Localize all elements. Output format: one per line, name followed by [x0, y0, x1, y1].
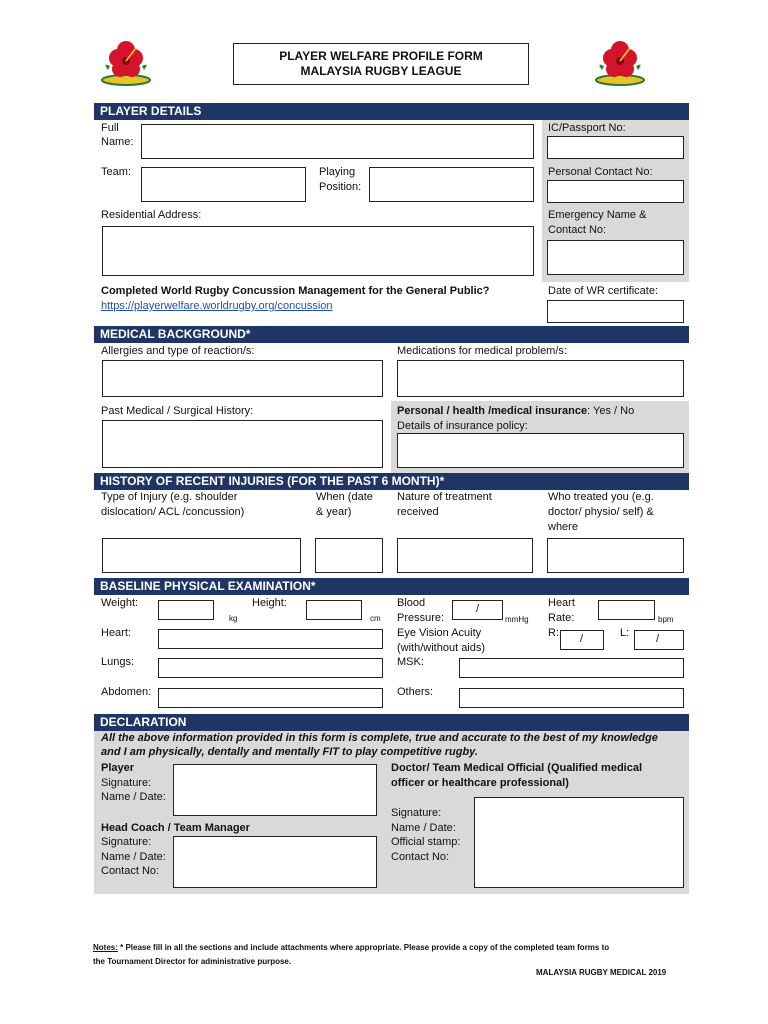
insurance-label: Personal / health /medical insurance: Yes / No — [397, 405, 635, 417]
medications-label: Medications for medical problem/s: — [397, 345, 567, 357]
emergency-label-2: Contact No: — [548, 224, 607, 236]
injury-who-label-3: where — [548, 521, 578, 533]
wr-date-field[interactable] — [547, 300, 684, 323]
kg-unit: kg — [229, 614, 238, 623]
doctor-heading-2: officer or healthcare professional) — [391, 777, 569, 789]
weight-label: Weight: — [101, 597, 139, 609]
injury-when-field[interactable] — [315, 538, 383, 573]
full-name-field[interactable] — [141, 124, 534, 159]
lungs-field[interactable] — [158, 658, 383, 678]
doctor-name-date-label: Name / Date: — [391, 822, 456, 834]
medical-history-label: Past Medical / Surgical History: — [101, 405, 254, 417]
injury-treatment-field[interactable] — [397, 538, 533, 573]
player-signature-field[interactable] — [173, 764, 377, 816]
personal-contact-field[interactable] — [547, 180, 684, 203]
cm-unit: cm — [370, 614, 381, 623]
footer-brand: MALAYSIA RUGBY MEDICAL 2019 — [536, 968, 667, 977]
msk-label: MSK: — [397, 656, 424, 668]
others-label: Others: — [397, 686, 434, 698]
playing-position-field[interactable] — [369, 167, 534, 202]
heart-rate-label-2: Rate: — [548, 612, 575, 624]
player-signature-label: Signature: — [101, 777, 152, 789]
ic-passport-field[interactable] — [547, 136, 684, 159]
medical-history-field[interactable] — [102, 420, 383, 468]
injury-who-label-2: doctor/ physio/ self) & — [548, 506, 654, 518]
heart-rate-label: Heart — [548, 597, 575, 609]
wr-date-label: Date of WR certificate: — [548, 285, 659, 297]
coach-contact-label: Contact No: — [101, 865, 160, 877]
others-field[interactable] — [459, 688, 684, 708]
form-title: PLAYER WELFARE PROFILE FORM — [279, 49, 483, 63]
concussion-question: Completed World Rugby Concussion Management for the General Public? — [101, 285, 490, 297]
emergency-label: Emergency Name & — [548, 209, 647, 221]
notes-label: Notes: — [93, 943, 118, 952]
section-physical-exam: BASELINE PHYSICAL EXAMINATION* — [94, 578, 689, 595]
coach-signature-field[interactable] — [173, 836, 377, 888]
declaration-statement-2: and I am physically, dentally and mentally FIT to play competitive rugby. — [101, 746, 478, 758]
coach-name-date-label: Name / Date: — [101, 851, 166, 863]
section-player-details: PLAYER DETAILS — [94, 103, 689, 120]
form-title-box — [233, 43, 529, 85]
player-name-date-label: Name / Date: — [101, 791, 166, 803]
section-medical-background: MEDICAL BACKGROUND* — [94, 326, 689, 343]
address-label: Residential Address: — [101, 209, 202, 221]
doctor-signature-label: Signature: — [391, 807, 442, 819]
player-heading: Player — [101, 762, 135, 774]
msk-field[interactable] — [459, 658, 684, 678]
hibiscus-icon — [102, 41, 150, 85]
notes-text-2: the Tournament Director for administrative purpose. — [93, 957, 292, 966]
injury-type-label-2: dislocation/ ACL /concussion) — [101, 506, 245, 518]
injury-type-field[interactable] — [102, 538, 301, 573]
injury-type-label: Type of Injury (e.g. shoulder — [101, 491, 238, 503]
injury-when-label-2: & year) — [316, 506, 352, 518]
weight-field[interactable] — [158, 600, 214, 620]
blood-label-2: Pressure: — [397, 612, 445, 624]
hibiscus-logo-left — [98, 40, 154, 88]
policy-field[interactable] — [397, 433, 684, 468]
vision-label-2: (with/without aids) — [397, 642, 486, 654]
injury-who-label: Who treated you (e.g. — [548, 491, 654, 503]
allergies-field[interactable] — [102, 360, 383, 397]
notes-text: Notes: * Please fill in all the sections and include attachments where appropriate. Please provide a copy of the completed team forms to — [93, 943, 610, 952]
vision-label: Eye Vision Acuity — [397, 627, 482, 639]
doctor-stamp-label: Official stamp: — [391, 836, 461, 848]
vision-right-slash: / — [580, 633, 584, 645]
vision-right-label: R: — [548, 627, 559, 639]
lungs-label: Lungs: — [101, 656, 135, 668]
doctor-signature-field[interactable] — [474, 797, 684, 888]
coach-signature-label: Signature: — [101, 836, 152, 848]
coach-heading: Head Coach / Team Manager — [101, 822, 250, 834]
team-label: Team: — [101, 166, 131, 178]
bpm-unit: bpm — [658, 615, 674, 624]
hibiscus-icon — [596, 41, 644, 85]
team-field[interactable] — [141, 167, 306, 202]
abdomen-label: Abdomen: — [101, 686, 152, 698]
injury-when-label: When (date — [316, 491, 373, 503]
doctor-contact-label: Contact No: — [391, 851, 450, 863]
playing-position-label: Playing — [319, 166, 356, 178]
personal-contact-label: Personal Contact No: — [548, 166, 653, 178]
doctor-heading: Doctor/ Team Medical Official (Qualified medical — [391, 762, 643, 774]
injury-who-field[interactable] — [547, 538, 684, 573]
blood-label: Blood — [397, 597, 426, 609]
height-field[interactable] — [306, 600, 362, 620]
full-name-label: Full — [101, 122, 119, 134]
injury-treatment-label: Nature of treatment — [397, 491, 492, 503]
ic-passport-label: IC/Passport No: — [548, 122, 626, 134]
policy-label: Details of insurance policy: — [397, 420, 528, 432]
vision-left-slash: / — [656, 633, 660, 645]
medications-field[interactable] — [397, 360, 684, 397]
declaration-statement: All the above information provided in this form is complete, true and accurate to the best of my knowledge — [101, 732, 658, 744]
hibiscus-logo-right — [592, 40, 648, 88]
section-declaration: DECLARATION — [94, 714, 689, 731]
mmhg-unit: mmHg — [505, 615, 529, 624]
heart-field[interactable] — [158, 629, 383, 649]
vision-left-label: L: — [620, 627, 630, 639]
bp-slash: / — [476, 603, 480, 615]
injury-treatment-label-2: received — [397, 506, 439, 518]
concussion-link[interactable]: https://playerwelfare.worldrugby.org/concussion — [101, 300, 333, 312]
abdomen-field[interactable] — [158, 688, 383, 708]
full-name-label-2: Name: — [101, 136, 134, 148]
heart-label: Heart: — [101, 627, 131, 639]
allergies-label: Allergies and type of reaction/s: — [101, 345, 255, 357]
heart-rate-field[interactable] — [598, 600, 655, 620]
playing-position-label-2: Position: — [319, 181, 362, 193]
form-subtitle: MALAYSIA RUGBY LEAGUE — [300, 64, 462, 78]
emergency-field[interactable] — [547, 240, 684, 275]
address-field[interactable] — [102, 226, 534, 276]
height-label: Height: — [252, 597, 287, 609]
section-recent-injuries: HISTORY OF RECENT INJURIES (FOR THE PAST 6 MONTH)* — [94, 473, 689, 490]
